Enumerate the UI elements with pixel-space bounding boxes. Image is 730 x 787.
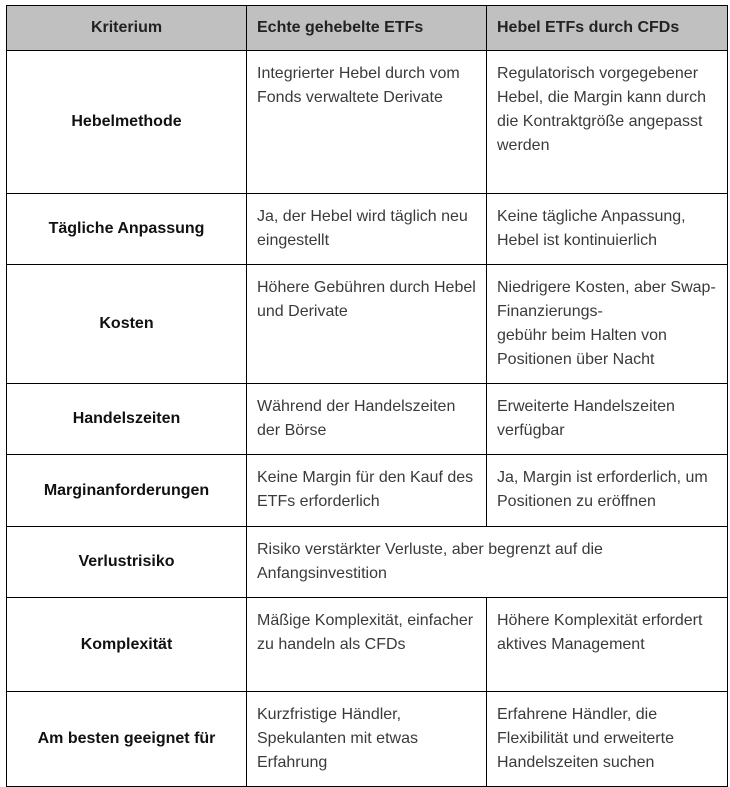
criterion-cell: Komplexität bbox=[7, 598, 247, 692]
etf-cell: Kurzfristige Händler, Spekulanten mit etwas Erfahrung bbox=[247, 692, 487, 787]
criterion-cell: Hebelmethode bbox=[7, 51, 247, 194]
criterion-cell: Verlustrisiko bbox=[7, 527, 247, 598]
header-cfd-etfs: Hebel ETFs durch CFDs bbox=[487, 6, 728, 51]
etf-cell: Keine Margin für den Kauf des ETFs erforderlich bbox=[247, 455, 487, 527]
etf-cell: Während der Handelszeiten der Börse bbox=[247, 384, 487, 455]
comparison-table bbox=[6, 5, 728, 787]
merged-cell: Risiko verstärkter Verluste, aber begrenzt auf die Anfangsinvestition bbox=[247, 527, 728, 598]
table-row-complexity bbox=[7, 598, 728, 692]
cfd-costs-line2: gebühr beim Halten von Positionen über Nacht bbox=[497, 327, 667, 368]
table-row-daily-adjustment bbox=[7, 194, 728, 265]
etf-cell: Mäßige Komplexität, einfacher zu handeln als CFDs bbox=[247, 598, 487, 692]
header-leveraged-etfs: Echte gehebelte ETFs bbox=[247, 6, 487, 51]
cfd-cell: Höhere Komplexität erfordert aktives Management bbox=[487, 598, 728, 692]
header-criterion: Kriterium bbox=[7, 6, 247, 51]
table-row-loss-risk bbox=[7, 527, 728, 598]
cfd-cell: Keine tägliche Anpassung, Hebel ist kontinuierlich bbox=[487, 194, 728, 265]
table-row-costs bbox=[7, 265, 728, 384]
cfd-cell: Regulatorisch vorgegebener Hebel, die Margin kann durch die Kontraktgröße angepasst werden bbox=[487, 51, 728, 194]
table-row-leverage-method bbox=[7, 51, 728, 194]
criterion-cell: Tägliche Anpassung bbox=[7, 194, 247, 265]
table-row-best-suited-for bbox=[7, 692, 728, 787]
criterion-cell: Marginanforderungen bbox=[7, 455, 247, 527]
comparison-table-container bbox=[6, 5, 727, 787]
etf-cell: Höhere Gebühren durch Hebel und Derivate bbox=[247, 265, 487, 384]
table-row-trading-hours bbox=[7, 384, 728, 455]
cfd-cell: Ja, Margin ist erforderlich, um Positionen zu eröffnen bbox=[487, 455, 728, 527]
cfd-cell bbox=[487, 265, 728, 384]
criterion-cell: Handelszeiten bbox=[7, 384, 247, 455]
etf-cell: Integrierter Hebel durch vom Fonds verwaltete Derivate bbox=[247, 51, 487, 194]
criterion-cell: Am besten geeignet für bbox=[7, 692, 247, 787]
cfd-cell: Erweiterte Handelszeiten verfügbar bbox=[487, 384, 728, 455]
criterion-cell: Kosten bbox=[7, 265, 247, 384]
etf-cell: Ja, der Hebel wird täglich neu eingestellt bbox=[247, 194, 487, 265]
cfd-cell: Erfahrene Händler, die Flexibilität und erweiterte Handelszeiten suchen bbox=[487, 692, 728, 787]
cfd-costs-line1: Niedrigere Kosten, aber Swap-Finanzierungs- bbox=[497, 279, 716, 320]
table-header-row bbox=[7, 6, 728, 51]
table-row-margin-requirements bbox=[7, 455, 728, 527]
